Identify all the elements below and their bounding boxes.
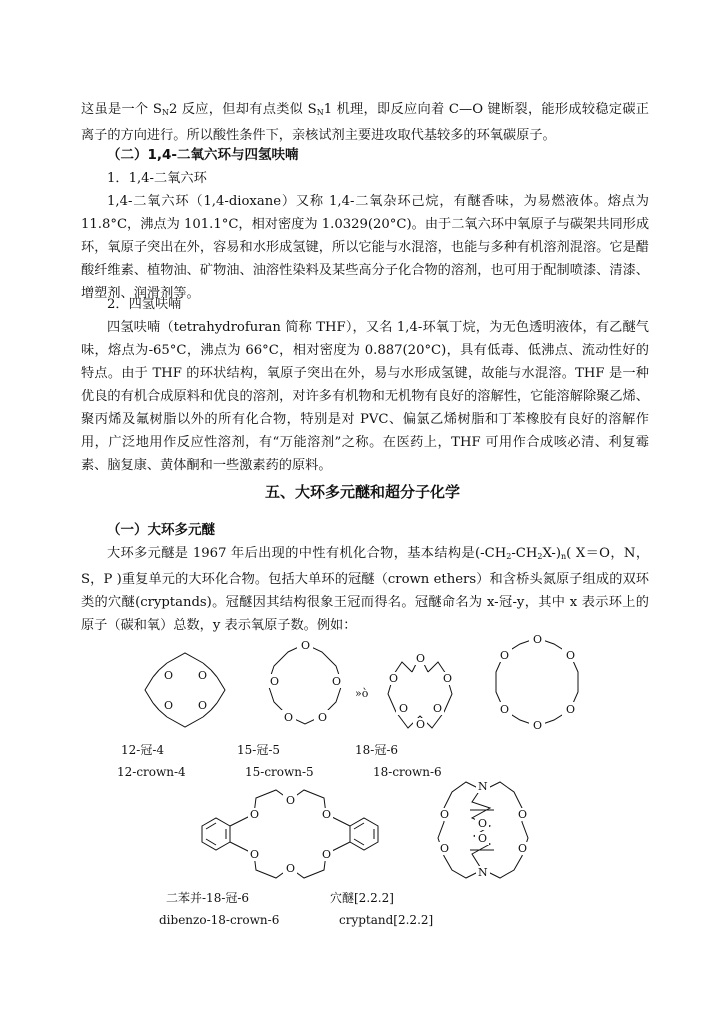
atom-o-label: O (478, 817, 488, 830)
caption-15-crown-5-en: 15-crown-5 (245, 765, 314, 779)
subscript: n (561, 552, 567, 561)
atom-o-label: O (399, 702, 409, 715)
subheading-thf: 2．四氢呋喃 (107, 297, 182, 312)
atom-o-label: O (198, 669, 208, 682)
atom-n-label: N (478, 780, 488, 793)
text-run: 这虽是一个 S (81, 102, 162, 117)
atom-o-label: O (478, 832, 488, 845)
atom-o-label: O (301, 639, 311, 652)
caption-15-crown-5-cn: 15-冠-5 (237, 743, 281, 757)
text-run: X-) (542, 546, 561, 561)
atom-o-label: O (284, 711, 294, 724)
heading-dioxane-thf: （二）1,4-二氧六环与四氢呋喃 (107, 147, 299, 163)
atom-o-label: O (518, 808, 528, 821)
atom-o-label: O (443, 672, 453, 685)
structure-15-crown-5 (250, 632, 360, 742)
atom-o-label: O (250, 848, 260, 861)
atom-o-label: O (250, 808, 260, 821)
atom-o-label: O (500, 703, 510, 716)
atom-o-label: O (270, 675, 280, 688)
atom-o-label: O (286, 862, 296, 875)
atom-o-label: O (533, 719, 543, 732)
caption-dibenzo-en: dibenzo-18-crown-6 (159, 913, 280, 927)
atom-o-label: O (322, 848, 332, 861)
atom-o-label: O (533, 633, 543, 646)
atom-o-label: O (500, 649, 510, 662)
heading-crown-ethers: （一）大环多元醚 (107, 522, 215, 538)
atom-o-label: O (198, 699, 208, 712)
structure-cryptand-222 (430, 770, 540, 905)
atom-o-label: O (389, 672, 399, 685)
atom-o-label: O (332, 675, 342, 688)
atom-o-label: O (318, 711, 328, 724)
atom-o-label: O (518, 842, 528, 855)
paragraph-crown-ethers (81, 542, 649, 637)
subscript: 2 (537, 552, 543, 561)
caption-cryptand-cn: 穴醚[2.2.2] (330, 891, 394, 905)
caption-cryptand-en: cryptand[2.2.2] (339, 913, 434, 927)
atom-o-label: O (416, 652, 426, 665)
atom-o-label: O (433, 702, 443, 715)
caption-12-crown-4-en: 12-crown-4 (117, 765, 186, 779)
subheading-dioxane: 1．1,4-二氧六环 (107, 171, 207, 186)
text-run: -CH (511, 546, 538, 561)
text-run: 1 机理，即反应向着 C—O 键断裂，能形成较稳定碳正离子的方向进行。所以酸性条件下，亲核试剂主要进攻取代基较多的环氧碳原子。 (81, 102, 649, 143)
atom-o-label: O (440, 842, 450, 855)
atom-o-label: O (566, 649, 576, 662)
paragraph-dioxane: 1,4-二氧六环（1,4-dioxane）又称 1,4-二氧杂环己烷，有醚香味，为易燃液体。熔点为11.8°C，沸点为 101.1°C，相对密度为 1.0329(20°C)。由于二氧六环中氧原子与碳架共同形成环，氧原子突出在外，容易和水形成氢键，所以它能与水混溶，也能与多种有机溶剂混溶。它是醋酸纤维素、植物油、矿物油、油溶性染料及某些高分子化合物的溶剂，也可用于配制喷漆、清漆、增塑剂、润滑剂等。 (81, 194, 650, 301)
stray-mark: »ò (355, 687, 369, 700)
atom-o-label: O (416, 718, 426, 731)
paragraph-sn-mechanism (81, 98, 649, 147)
caption-12-crown-4-cn: 12-冠-4 (121, 743, 165, 757)
text-run: ( X＝O，N，S，P )重复单元的大环化合物。包括大单环的冠醚（crown ethers）和含桥头氮原子组成的双环类的穴醚(cryptands)。冠醚因其结构很象王冠而得名。冠醚命名为 x-冠-y，其中 x 表示环上的原子（碳和氧）总数，y 表示氧原子数。例如： (81, 546, 650, 633)
paragraph-thf: 四氢呋喃（tetrahydrofuran 简称 THF），又名 1,4-环氧丁烷，为无色透明液体，有乙醚气味，熔点为-65°C，沸点为 66°C，相对密度为 0.887(20°C)，具有低毒、低沸点、流动性好的特点。由于 THF 的环状结构，氧原子突出在外，易与水形成氢键，故能与水混溶。THF 是一种优良的有机合成原料和优良的溶剂，对许多有机物和无机物有良好的溶解性，它能溶解除聚乙烯、聚丙烯及氟树脂以外的所有化合物，特别是对 PVC、偏氯乙烯树脂和丁苯橡胶有良好的溶解作用，广泛地用作反应性溶剂，有“万能溶剂”之称。在医药上，THF 可用作合成咳必清、利复霉素、脑复康、黄体酮和一些激素药的原料。 (81, 320, 649, 473)
atom-o-label: O (164, 699, 174, 712)
caption-dibenzo-cn: 二苯并-18-冠-6 (166, 891, 250, 905)
atom-o-label: O (286, 794, 296, 807)
structure-18-crown-6 (380, 652, 470, 742)
subscript-n: N (161, 108, 169, 117)
text-run: 大环多元醚是 1967 年后出现的中性有机化合物，基本结构是(-CH (107, 546, 507, 561)
subscript-n: N (316, 108, 324, 117)
caption-18-crown-6-cn: 18-冠-6 (355, 743, 399, 757)
caption-18-crown-6-en: 18-crown-6 (373, 765, 442, 779)
subscript: 2 (506, 552, 512, 561)
atom-o-label: O (440, 808, 450, 821)
structure-18-crown-6-ring (482, 630, 592, 740)
atom-o-label: O (566, 703, 576, 716)
atom-n-label: N (478, 866, 488, 879)
atom-o-label: O (322, 808, 332, 821)
structure-12-crown-4 (140, 645, 240, 735)
text-run: 2 反应，但却有点类似 S (168, 102, 317, 117)
heading-section-5: 五、大环多元醚和超分子化学 (264, 483, 460, 501)
atom-o-label: O (164, 669, 174, 682)
structure-dibenzo-18-crown-6 (198, 778, 398, 898)
